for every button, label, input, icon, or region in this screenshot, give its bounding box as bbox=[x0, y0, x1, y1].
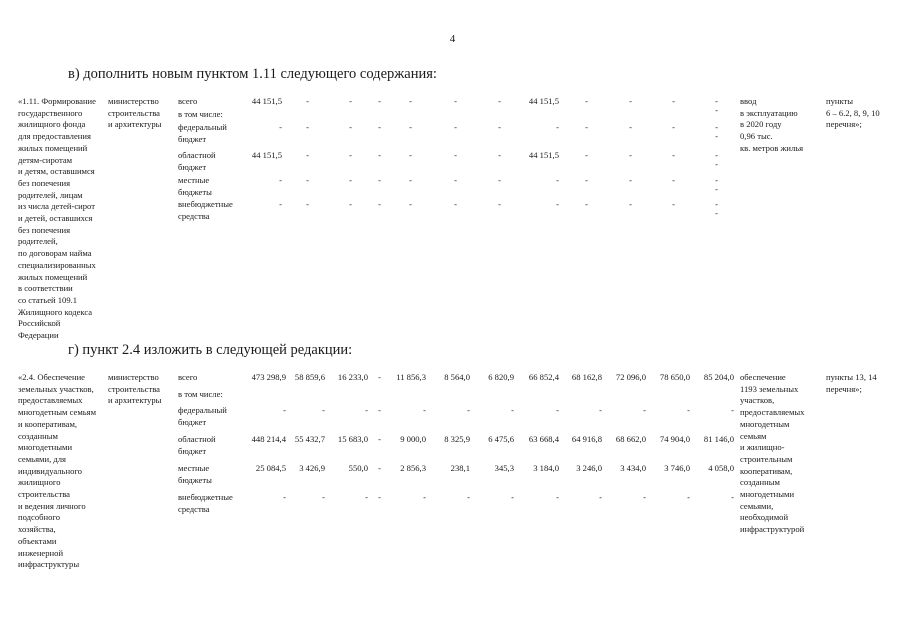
page-number: 4 bbox=[449, 33, 456, 45]
section-g-value-r2-c7: - bbox=[556, 405, 559, 415]
section-v-value-r5-c8: - bbox=[585, 199, 588, 209]
section-v-value-r4-c10: - bbox=[672, 175, 675, 185]
section-v-value-r3-c7: 44 151,5 bbox=[528, 150, 559, 160]
section-v-value-r5-c4: - bbox=[409, 199, 412, 209]
section-g-source-including: в том числе: bbox=[178, 389, 223, 399]
section-g-value-r0-c8: 68 162,8 bbox=[571, 372, 602, 382]
section-v-value-r2-c0: - bbox=[279, 122, 282, 132]
section-v-value-r5-c0: - bbox=[279, 199, 282, 209]
section-g-value-r0-c1: 58 859,6 bbox=[294, 372, 325, 382]
section-g-value-r2-c4: - bbox=[423, 405, 426, 415]
section-g-value-r2-c2: - bbox=[365, 405, 368, 415]
section-g-value-r2-c6: - bbox=[511, 405, 514, 415]
section-v-value-r0-c11: - bbox=[715, 96, 718, 106]
section-g-value-r3-c3: - bbox=[378, 434, 381, 444]
section-g-item-name: «2.4. Обеспечение земельных участков, предоставляемых многодетным семьям и кооперативам, созданным многодетными семьями, для индивидуального жилищного строительства и ведения личного подсобного хозяйства, объектами инженерной инфраструктуры bbox=[18, 372, 97, 570]
section-v-value-r3-c6: - bbox=[498, 150, 501, 160]
section-v-value-r4-c5: - bbox=[454, 175, 457, 185]
section-g-value-r5-c11: - bbox=[731, 492, 734, 502]
section-g-value-r4-c9: 3 434,0 bbox=[620, 463, 646, 473]
section-g-executor: министерство строительства и архитектуры bbox=[108, 372, 162, 406]
section-v-value-r4-c0: - bbox=[279, 175, 282, 185]
section-v-value-r2-c12: - bbox=[715, 131, 718, 141]
section-g-value-r0-c9: 72 096,0 bbox=[615, 372, 646, 382]
section-v-value-r3-c9: - bbox=[629, 150, 632, 160]
section-v-value-r2-c11: - bbox=[715, 122, 718, 132]
section-v-source-total: всего bbox=[178, 96, 198, 106]
section-v-value-r5-c6: - bbox=[498, 199, 501, 209]
section-v-value-r4-c3: - bbox=[378, 175, 381, 185]
section-v-value-r2-c10: - bbox=[672, 122, 675, 132]
section-g-value-r3-c0: 448 214,4 bbox=[251, 434, 286, 444]
section-v-heading: в) дополнить новым пунктом 1.11 следующего содержания: bbox=[68, 66, 437, 82]
section-v-value-r5-c7: - bbox=[556, 199, 559, 209]
section-g-value-r2-c11: - bbox=[731, 405, 734, 415]
section-v-value-r0-c0: 44 151,5 bbox=[251, 96, 282, 106]
section-v-value-r0-c2: - bbox=[349, 96, 352, 106]
section-g-value-r2-c0: - bbox=[283, 405, 286, 415]
section-v-value-r4-c1: - bbox=[306, 175, 309, 185]
section-v-value-r3-c2: - bbox=[349, 150, 352, 160]
section-v-value-r0-c12: - bbox=[715, 105, 718, 115]
section-v-source-including: в том числе: bbox=[178, 109, 223, 119]
section-g-value-r5-c1: - bbox=[322, 492, 325, 502]
section-v-value-r5-c2: - bbox=[349, 199, 352, 209]
section-v-value-r5-c1: - bbox=[306, 199, 309, 209]
section-g-value-r2-c3: - bbox=[378, 405, 381, 415]
section-v-value-r4-c4: - bbox=[409, 175, 412, 185]
section-g-value-r3-c6: 6 475,6 bbox=[488, 434, 514, 444]
section-g-value-r0-c7: 66 852,4 bbox=[528, 372, 559, 382]
section-g-value-r4-c10: 3 746,0 bbox=[664, 463, 690, 473]
section-v-value-r4-c8: - bbox=[585, 175, 588, 185]
section-v-value-r4-c7: - bbox=[556, 175, 559, 185]
section-v-value-r2-c5: - bbox=[454, 122, 457, 132]
section-v-value-r3-c4: - bbox=[409, 150, 412, 160]
section-g-source-total: всего bbox=[178, 372, 198, 382]
section-g-value-r4-c3: - bbox=[378, 463, 381, 473]
section-g-value-r5-c7: - bbox=[556, 492, 559, 502]
section-g-value-r5-c2: - bbox=[365, 492, 368, 502]
section-v-item-name: «1.11. Формирование государственного жилищного фонда для предоставления жилых помещений детям-сиротам и детям, оставшимся без попечения родителей, лицам из числа детей-сирот и детей, оставшихся без попечения родителей, по договорам найма специализированных жилых помещений в соответствии со статьей 109.1 Жилищного кодекса Российской Федерации bbox=[18, 96, 96, 341]
section-v-value-r4-c2: - bbox=[349, 175, 352, 185]
section-g-value-r0-c5: 8 564,0 bbox=[444, 372, 470, 382]
section-g-source-local: местные бюджеты bbox=[178, 463, 212, 485]
section-v-value-r4-c9: - bbox=[629, 175, 632, 185]
section-v-value-r0-c4: - bbox=[409, 96, 412, 106]
section-v-executor: министерство строительства и архитектуры bbox=[108, 96, 162, 130]
section-g-value-r3-c7: 63 668,4 bbox=[528, 434, 559, 444]
section-v-value-r5-c10: - bbox=[672, 199, 675, 209]
section-g-value-r5-c10: - bbox=[687, 492, 690, 502]
section-v-value-r3-c5: - bbox=[454, 150, 457, 160]
section-v-value-r5-c11: - bbox=[715, 199, 718, 209]
section-g-value-r4-c5: 238,1 bbox=[450, 463, 470, 473]
section-g-value-r4-c6: 345,3 bbox=[494, 463, 514, 473]
section-g-value-r3-c4: 9 000,0 bbox=[400, 434, 426, 444]
section-v-value-r2-c6: - bbox=[498, 122, 501, 132]
section-v-value-r0-c5: - bbox=[454, 96, 457, 106]
section-g-value-r3-c2: 15 683,0 bbox=[337, 434, 368, 444]
section-g-heading: г) пункт 2.4 изложить в следующей редакции: bbox=[68, 342, 353, 358]
section-g-value-r4-c8: 3 246,0 bbox=[576, 463, 602, 473]
section-g-value-r3-c9: 68 662,0 bbox=[615, 434, 646, 444]
section-v-value-r5-c3: - bbox=[378, 199, 381, 209]
section-v-value-r2-c4: - bbox=[409, 122, 412, 132]
section-v-value-r2-c9: - bbox=[629, 122, 632, 132]
section-g-value-r0-c6: 6 820,9 bbox=[488, 372, 514, 382]
section-g-value-r5-c4: - bbox=[423, 492, 426, 502]
section-g-value-r2-c10: - bbox=[687, 405, 690, 415]
section-g-value-r3-c8: 64 916,8 bbox=[571, 434, 602, 444]
section-v-value-r0-c8: - bbox=[585, 96, 588, 106]
section-g-value-r4-c4: 2 856,3 bbox=[400, 463, 426, 473]
section-v-value-r0-c6: - bbox=[498, 96, 501, 106]
section-g-source-federal: федеральный бюджет bbox=[178, 405, 227, 427]
section-g-value-r0-c11: 85 204,0 bbox=[703, 372, 734, 382]
section-g-source-extrabudget: внебюджетные средства bbox=[178, 492, 233, 514]
section-g-points: пункты 13, 14 перечня»; bbox=[826, 372, 877, 394]
section-g-source-regional: областной бюджет bbox=[178, 434, 216, 456]
section-g-value-r5-c6: - bbox=[511, 492, 514, 502]
section-g-value-r4-c7: 3 184,0 bbox=[533, 463, 559, 473]
section-v-source-extrabudget: внебюджетные средства bbox=[178, 199, 233, 221]
section-g-value-r3-c1: 55 432,7 bbox=[294, 434, 325, 444]
section-v-value-r4-c6: - bbox=[498, 175, 501, 185]
section-v-value-r5-c9: - bbox=[629, 199, 632, 209]
section-v-value-r3-c11: - bbox=[715, 150, 718, 160]
section-v-value-r3-c10: - bbox=[672, 150, 675, 160]
section-g-value-r5-c8: - bbox=[599, 492, 602, 502]
section-g-result: обеспечение 1193 земельных участков, предоставляемых многодетным семьям и жилищно- строительным кооперативам, созданным многодетными семьями, необходимой инфраструктурой bbox=[740, 372, 805, 535]
section-v-source-regional: областной бюджет bbox=[178, 150, 216, 172]
section-v-value-r3-c1: - bbox=[306, 150, 309, 160]
section-g-value-r0-c3: - bbox=[378, 372, 381, 382]
section-v-value-r3-c12: - bbox=[715, 159, 718, 169]
section-g-value-r5-c3: - bbox=[378, 492, 381, 502]
section-v-value-r5-c12: - bbox=[715, 208, 718, 218]
section-v-value-r3-c3: - bbox=[378, 150, 381, 160]
section-g-value-r3-c11: 81 146,0 bbox=[703, 434, 734, 444]
section-v-value-r2-c1: - bbox=[306, 122, 309, 132]
section-v-value-r0-c3: - bbox=[378, 96, 381, 106]
section-g-value-r2-c1: - bbox=[322, 405, 325, 415]
section-g-value-r5-c5: - bbox=[467, 492, 470, 502]
section-v-value-r0-c1: - bbox=[306, 96, 309, 106]
section-g-value-r4-c2: 550,0 bbox=[348, 463, 368, 473]
section-v-points: пункты 6 – 6.2, 8, 9, 10 перечня»; bbox=[826, 96, 880, 130]
section-v-value-r0-c7: 44 151,5 bbox=[528, 96, 559, 106]
section-v-value-r2-c7: - bbox=[556, 122, 559, 132]
section-g-value-r0-c2: 16 233,0 bbox=[337, 372, 368, 382]
section-v-value-r3-c0: 44 151,5 bbox=[251, 150, 282, 160]
section-g-value-r0-c10: 78 650,0 bbox=[659, 372, 690, 382]
section-v-value-r5-c5: - bbox=[454, 199, 457, 209]
section-g-value-r4-c1: 3 426,9 bbox=[299, 463, 325, 473]
section-g-value-r3-c5: 8 325,9 bbox=[444, 434, 470, 444]
section-g-value-r2-c9: - bbox=[643, 405, 646, 415]
section-g-value-r2-c8: - bbox=[599, 405, 602, 415]
section-g-value-r5-c9: - bbox=[643, 492, 646, 502]
section-v-source-local: местные бюджеты bbox=[178, 175, 212, 197]
section-v-value-r2-c8: - bbox=[585, 122, 588, 132]
section-g-value-r5-c0: - bbox=[283, 492, 286, 502]
section-v-value-r4-c11: - bbox=[715, 175, 718, 185]
section-g-value-r0-c4: 11 856,3 bbox=[396, 372, 426, 382]
section-v-value-r3-c8: - bbox=[585, 150, 588, 160]
section-v-value-r0-c10: - bbox=[672, 96, 675, 106]
section-g-value-r4-c11: 4 058,0 bbox=[708, 463, 734, 473]
section-g-value-r3-c10: 74 904,0 bbox=[659, 434, 690, 444]
section-v-value-r2-c3: - bbox=[378, 122, 381, 132]
section-g-value-r4-c0: 25 084,5 bbox=[255, 463, 286, 473]
section-v-value-r0-c9: - bbox=[629, 96, 632, 106]
section-v-source-federal: федеральный бюджет bbox=[178, 122, 227, 144]
section-g-value-r2-c5: - bbox=[467, 405, 470, 415]
section-v-result: ввод в эксплуатацию в 2020 году 0,96 тыс. кв. метров жилья bbox=[740, 96, 804, 153]
section-v-value-r2-c2: - bbox=[349, 122, 352, 132]
section-v-value-r4-c12: - bbox=[715, 184, 718, 194]
section-g-value-r0-c0: 473 298,9 bbox=[251, 372, 286, 382]
